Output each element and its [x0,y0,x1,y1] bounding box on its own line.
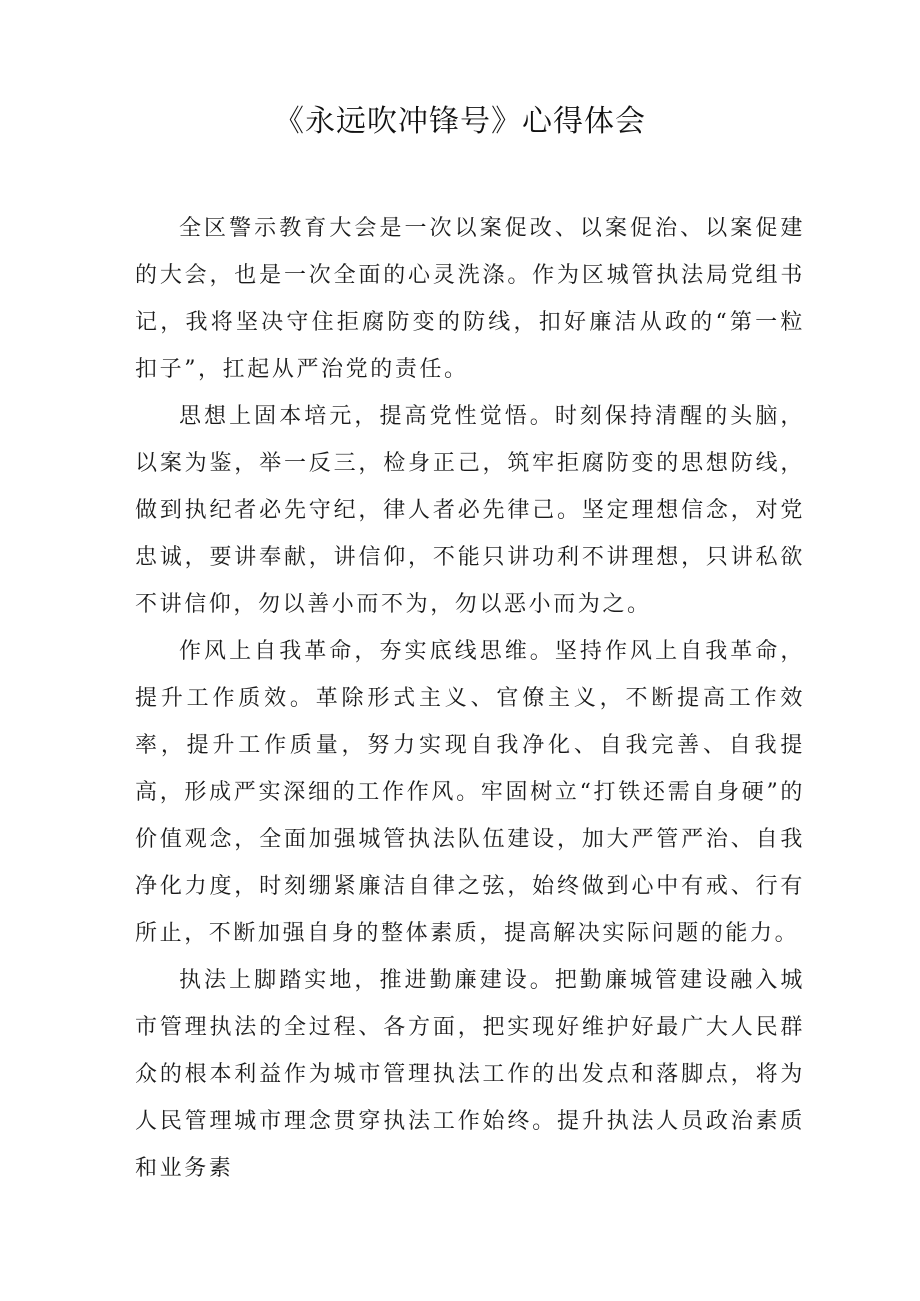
paragraph: 执法上脚踏实地，推进勤廉建设。把勤廉城管建设融入城市管理执法的全过程、各方面，把实现好维护好最广大人民群众的根本利益作为城市管理执法工作的出发点和落脚点，将为人民管理城市理念贯穿执法工作始终。提升执法人员政治素质和业务素 [135,968,805,1181]
document-body [135,205,805,1192]
paragraph: 作风上自我革命，夯实底线思维。坚持作风上自我革命，提升工作质效。革除形式主义、官僚主义，不断提高工作效率，提升工作质量，努力实现自我净化、自我完善、自我提高，形成严实深细的工作作风。牢固树立“打铁还需自身硬”的价值观念，全面加强城管执法队伍建设，加大严管严治、自我净化力度，时刻绷紧廉洁自律之弦，始终做到心中有戒、行有所止，不断加强自身的整体素质，提高解决实际问题的能力。 [135,639,805,946]
paragraph: 全区警示教育大会是一次以案促改、以案促治、以案促建的大会，也是一次全面的心灵洗涤。作为区城管执法局党组书记，我将坚决守住拒腐防变的防线，扣好廉洁从政的“第一粒扣子”，扛起从严治党的责任。 [135,216,805,382]
paragraph: 思想上固本培元，提高党性觉悟。时刻保持清醒的头脑，以案为鉴，举一反三，检身正己，筑牢拒腐防变的思想防线，做到执纪者必先守纪，律人者必先律己。坚定理想信念，对党忠诚，要讲奉献，讲信仰，不能只讲功利不讲理想，只讲私欲不讲信仰，勿以善小而不为，勿以恶小而为之。 [135,404,805,617]
document-title: 《永远吹冲锋号》心得体会 [274,104,646,139]
